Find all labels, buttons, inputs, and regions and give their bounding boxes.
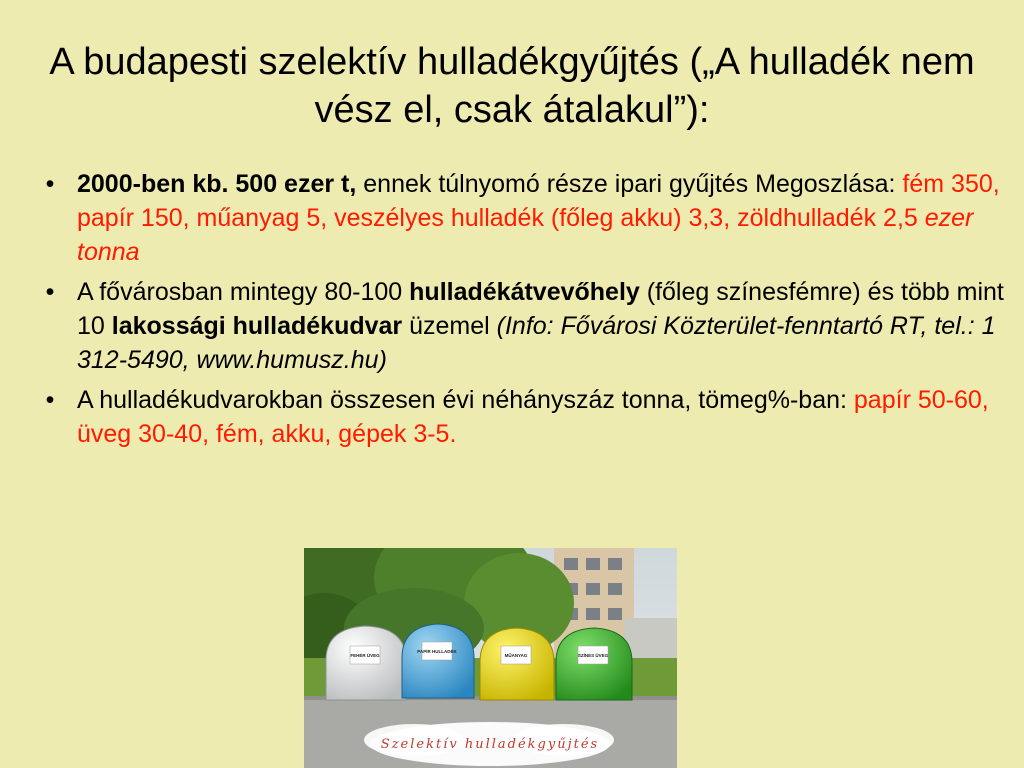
bullet-text-red-italic: ezer tonna bbox=[77, 204, 974, 266]
bullet-text-red: papír 50-60, üveg 30-40, fém, akku, gépek 3-5. bbox=[77, 386, 989, 448]
photo-caption: Szelektív hulladékgyűjtés bbox=[380, 737, 600, 752]
bin-label-blue: PAPÍR HULLADÉK bbox=[417, 649, 457, 654]
bullet-item-waste-yards bbox=[40, 383, 1004, 451]
bullet-item-collection-points bbox=[40, 275, 1004, 377]
slide-title: A budapesti szelektív hulladékgyűjtés („A hulladék nem vész el, csak átalakul”): bbox=[49, 41, 975, 131]
bullet-text: ennek túlnyomó része ipari gyűjtés Megoszlása: bbox=[356, 170, 903, 198]
bullet-marker: • bbox=[45, 170, 55, 198]
bullet-text: (főleg színesfémre) és több mint 10 bbox=[77, 278, 1004, 340]
bullet-text-italic: (Info: Fővárosi Közterület-fenntartó RT, tel.: 1 312-5490, www.humusz.hu) bbox=[77, 312, 996, 374]
bin-label-green: SZÍNES ÜVEG bbox=[577, 653, 609, 658]
bullet-text: üzemel bbox=[402, 312, 497, 340]
bullet-text-bold: lakossági hulladékudvar bbox=[111, 312, 403, 340]
bin-label-yellow: MŰANYAG bbox=[504, 653, 528, 658]
bullet-marker: • bbox=[45, 278, 55, 306]
bullet-text-red: fém 350, papír 150, műanyag 5, veszélyes hulladék (főleg akku) 3,3, zöldhulladék 2,5 bbox=[77, 170, 1000, 232]
bullet-item-2000-stats bbox=[40, 167, 1004, 269]
bullet-text: A fővárosban mintegy 80-100 bbox=[77, 278, 410, 306]
bullet-marker: • bbox=[45, 386, 55, 414]
recycling-bins-photo bbox=[304, 548, 677, 768]
bullet-list bbox=[40, 167, 1004, 457]
bin-label-white: FEHÉR ÜVEG bbox=[350, 653, 380, 658]
bullet-text-bold: 2000-ben kb. 500 ezer t, bbox=[77, 170, 357, 198]
bullet-text: A hulladékudvarokban összesen évi néhányszáz tonna, tömeg%-ban: bbox=[77, 386, 854, 414]
bullet-text-bold: hulladékátvevőhely bbox=[409, 278, 640, 306]
